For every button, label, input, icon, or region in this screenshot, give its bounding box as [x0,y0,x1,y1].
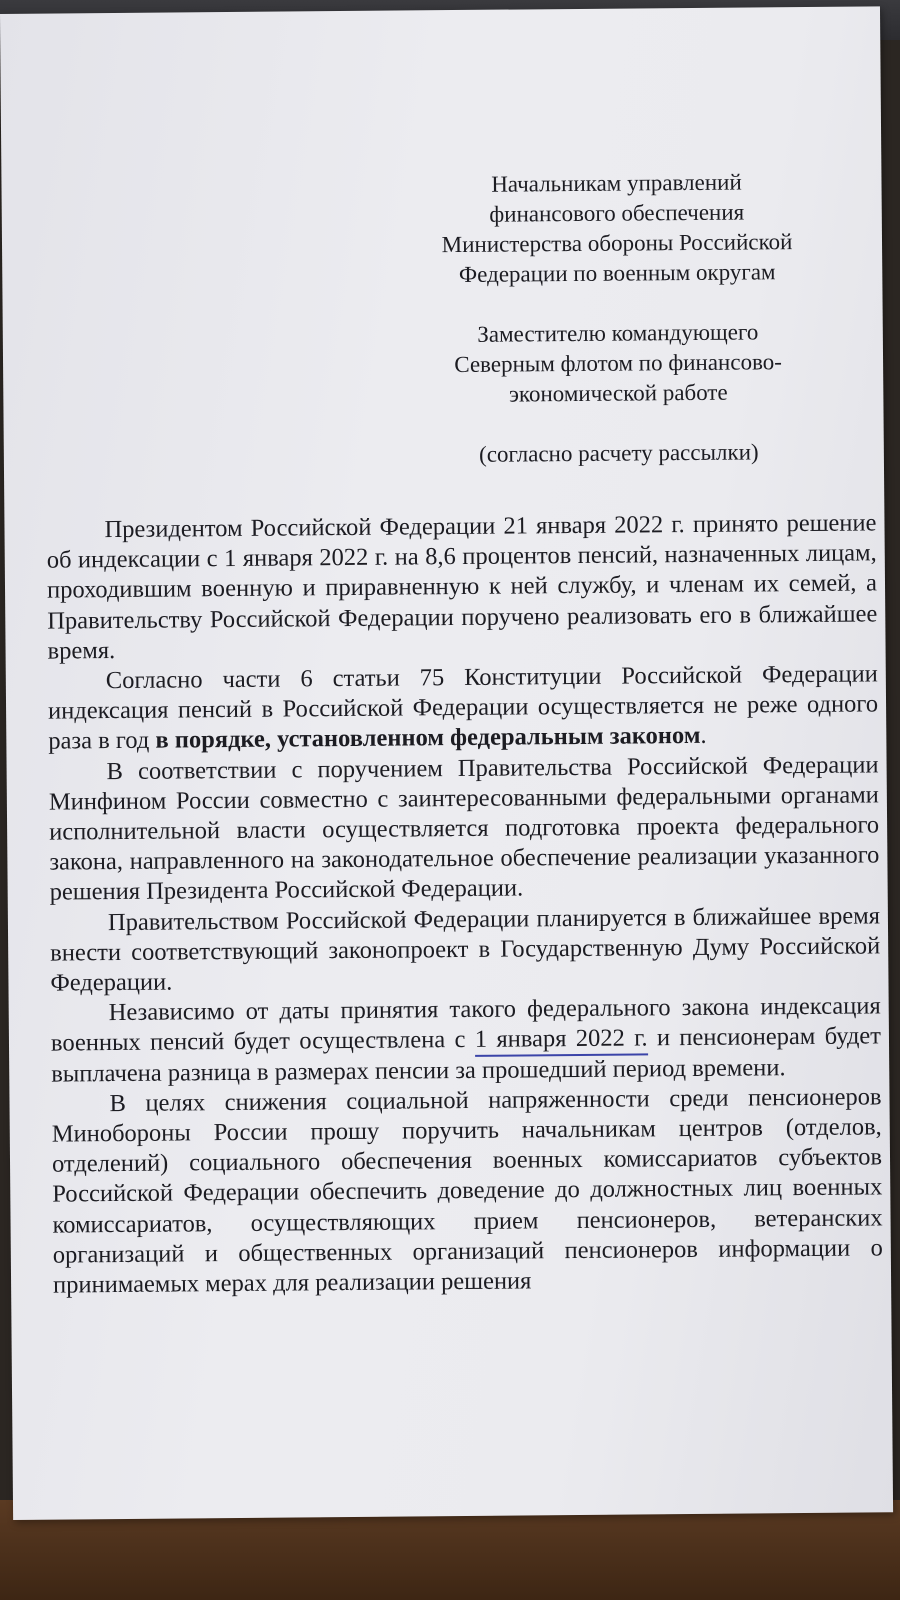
addressee-line: экономической работе [508,379,728,407]
paragraph-4: Правительством Российской Федерации планируется в ближайшее время внести соответствующий законопроект в Государственную Думу Российской Федерации. [50,901,881,997]
distribution-note: (согласно расчету рассылки) [478,439,759,467]
spacer [397,287,837,321]
paragraph-5 [51,992,882,1090]
addressee-line: Начальникам управлений [491,169,742,197]
addressee-line: Заместителю командующего [477,319,759,347]
document-page [0,6,893,1520]
addressee-line: Министерства обороны Российской [441,229,793,258]
paragraph-5-end: и пенсионерам будет выплачена разница в размерах пенсии за прошедший период времени. [51,1022,882,1088]
underlined-date: 1 января 2022 г. [475,1025,648,1058]
addressee-block [396,167,839,471]
paragraph-3: В соответствии с поручением Правительства Российской Федерации Минфином России совместно с заинтересованными федеральными органами исполнительной власти осуществляется подготовка проекта федерального закона, направленного на законодательное обеспечение реализации указанного решения Президента Российской Федерации. [48,750,880,907]
addressee-line: Северным флотом по финансово- [454,349,782,378]
paragraph-2-text: Согласно части 6 статьи 75 Конституции Российской Федерации индексация пенсий в Российской Федерации осуществляется не реже одного раза в год [47,660,879,756]
paragraph-2-end: . [700,722,707,750]
paragraph-6: В целях снижения социальной напряженности среди пенсионеров Минобороны России прошу поручить начальникам центров (отделов, отделений) социального обеспечения военных комиссариатов субъектов Российской Федерации обеспечить доведение до должностных лиц военных комиссариатов, осуществляющих прием пенсионеров, ветеранских организаций и общественных организаций пенсионеров информации о принимаемых мерах для реализации решения [51,1083,883,1299]
addressee-line: Федерации по военным округам [458,259,776,288]
paragraph-2-bold: в порядке, установленном федеральным законом [155,722,701,755]
spacer [398,407,838,441]
paragraph-1: Президентом Российской Федерации 21 января 2022 г. принято решение об индексации с 1 января 2022 г. на 8,6 процентов пенсий, назначенных лицам, проходившим военную и приравненную к ней службу, и членам их семей, а Правительству Российской Федерации поручено реализовать его в ближайшее время. [46,509,878,665]
letter-body [46,508,883,1300]
paragraph-5-text: Независимо от даты принятия такого федерального закона индексация военных пенсий будет осуществлена с [50,992,881,1058]
addressee-line: финансового обеспечения [489,199,745,227]
paragraph-2 [48,659,879,757]
